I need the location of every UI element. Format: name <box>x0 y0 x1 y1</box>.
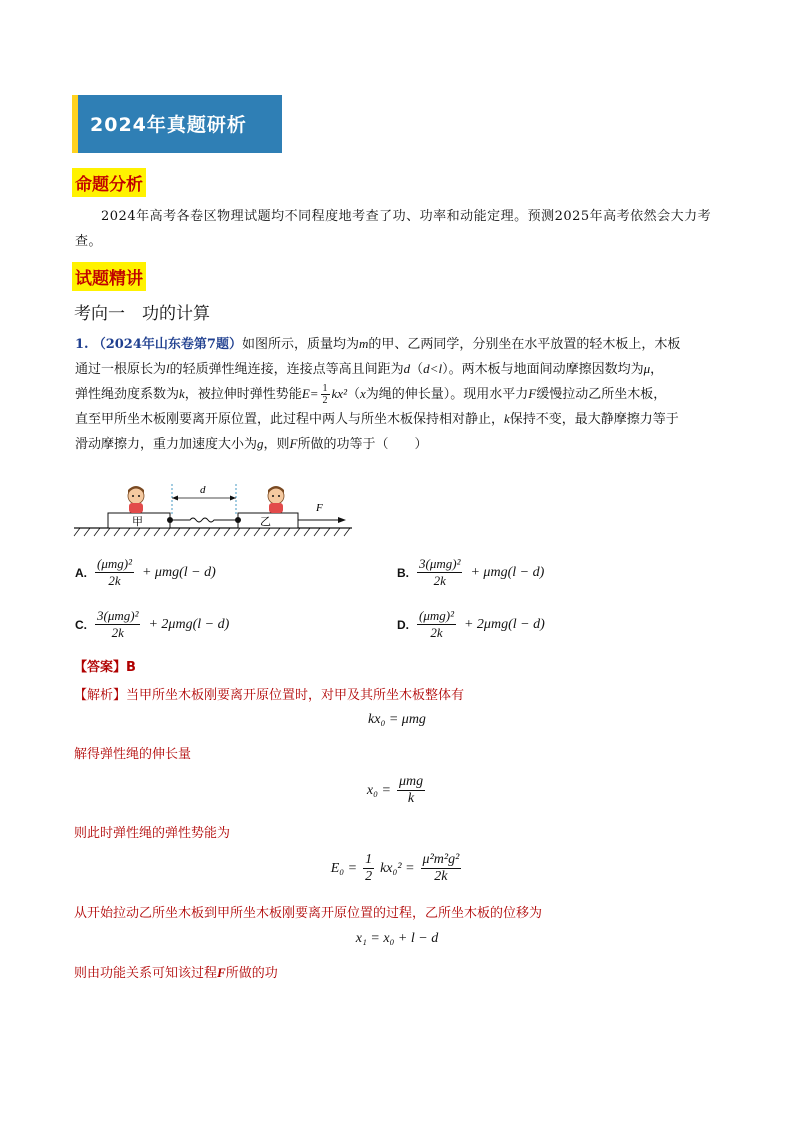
question-line-4 <box>75 407 730 432</box>
fraction-numerator: (μmg)² <box>419 608 454 623</box>
condition-d-less-l: d<l <box>423 361 443 376</box>
fraction-denominator: k <box>407 791 415 806</box>
equation-middle: kx₀² = <box>380 860 415 876</box>
fraction-denominator: 2k <box>430 625 443 640</box>
option-fraction <box>95 608 140 641</box>
energy-symbol: E= <box>301 386 319 401</box>
analysis-paragraph: 2024年高考各卷区物理试题均不同程度地考查了功、功率和动能定理。预测2025年高考依然会大力考查。 <box>75 209 712 249</box>
question-line-1 <box>75 332 730 357</box>
section-title: 考向一 功的计算 <box>74 304 210 324</box>
fraction-numerator: (μmg)² <box>97 556 132 571</box>
half-fraction <box>363 852 374 885</box>
ground-hatching <box>74 528 350 536</box>
variable-mu: μ <box>643 361 651 376</box>
option-letter: D. <box>397 617 409 632</box>
fraction-denominator: 2k <box>434 869 448 884</box>
question-text-segment: 通过一根原长为 <box>75 362 167 377</box>
question-text-segment: ，则 <box>263 437 290 452</box>
student-yi-illustration <box>268 486 284 513</box>
fraction-numerator: 1 <box>365 852 373 867</box>
d-label: d <box>200 484 206 496</box>
force-arrowhead <box>338 517 346 523</box>
option-fraction <box>417 556 462 589</box>
solution-line-5 <box>74 962 278 981</box>
question-text-segment: 的轻质弹性绳连接，连接点等高且间距为 <box>169 362 404 377</box>
right-board-label: 乙 <box>260 515 271 528</box>
section-banner <box>72 95 282 153</box>
variable-m: m <box>358 336 369 351</box>
option-expression: + μmg(l − d) <box>470 564 545 580</box>
option-b[interactable] <box>397 556 544 589</box>
variable-F: F <box>289 436 298 451</box>
equation-lhs: E₀ = <box>330 860 358 876</box>
question-text-segment: （ <box>410 362 424 377</box>
question-text-segment: 滑动摩擦力，重力加速度大小为 <box>75 437 258 452</box>
question-text <box>75 332 730 457</box>
option-letter: C. <box>75 617 87 632</box>
solution-line-3: 则此时弹性绳的弹性势能为 <box>74 826 231 841</box>
question-text-segment: ，被拉伸时弹性势能 <box>184 387 302 402</box>
variable-k: k <box>504 411 510 426</box>
force-label: F <box>316 502 323 514</box>
fraction-numerator: μmg <box>398 774 424 789</box>
fraction-numerator: 3(μmg)² <box>97 608 139 623</box>
option-expression: + 2μmg(l − d) <box>148 616 230 632</box>
solution-text-segment: 则由功能关系可知该过程 <box>74 966 218 981</box>
elastic-rope <box>170 518 238 522</box>
kx-squared: kx² <box>331 386 347 401</box>
analysis-tag: 命题分析 <box>72 168 146 197</box>
d-arrow-right <box>230 496 236 501</box>
equation-2 <box>0 774 794 807</box>
lecture-tag: 试题精讲 <box>72 262 146 291</box>
answer-line: 【答案】B <box>74 660 136 675</box>
d-arrow-left <box>172 496 178 501</box>
option-letter: A. <box>75 565 87 580</box>
question-text-segment: ）。两木板与地面间动摩擦因数均为 <box>442 362 644 377</box>
banner-title: 2024年真题研析 <box>90 114 247 136</box>
option-a[interactable] <box>75 556 216 589</box>
solution-line-2: 解得弹性绳的伸长量 <box>74 747 192 762</box>
question-text-segment: 保持不变，最大静摩擦力等于 <box>509 412 679 427</box>
variable-k: k <box>179 386 185 401</box>
option-d[interactable] <box>397 608 545 641</box>
variable-l: l <box>166 361 170 376</box>
question-text-segment: ， <box>650 362 664 377</box>
variable-F: F <box>528 386 537 401</box>
question-text-segment: 直至甲所坐木板刚要离开原位置，此过程中两人与所坐木板保持相对静止， <box>75 412 505 427</box>
question-line-3 <box>75 382 730 407</box>
variable-d: d <box>403 361 411 376</box>
fraction-numerator: 3(μmg)² <box>419 556 461 571</box>
equation-3 <box>0 852 794 885</box>
fraction-denominator: 2k <box>108 573 121 588</box>
equation-lhs: x₀ = <box>366 782 391 798</box>
question-line-5 <box>75 432 730 457</box>
fraction-numerator: μ²m²g² <box>422 852 460 867</box>
variable-F: F <box>217 965 226 980</box>
fraction-denominator: 2k <box>111 625 124 640</box>
diagram-figure <box>72 478 362 548</box>
variable-g: g <box>257 436 264 451</box>
question-text-segment: 缓慢拉动乙所坐木板， <box>536 387 667 402</box>
equation-4: x₁ = x₀ + l − d <box>355 931 439 946</box>
option-expression: + μmg(l − d) <box>141 564 216 580</box>
equation-1: kx₀ = μmg <box>368 712 426 727</box>
solution-line-4: 从开始拉动乙所坐木板到甲所坐木板刚要离开原位置的过程，乙所坐木板的位移为 <box>74 906 543 921</box>
solution-text-segment: 所做的功 <box>225 966 278 981</box>
option-expression: + 2μmg(l − d) <box>463 616 545 632</box>
question-text-segment: 如图所示，质量均为 <box>241 337 359 352</box>
option-c[interactable] <box>75 608 229 641</box>
question-text-segment: 为绳的伸长量）。现用水平力 <box>365 387 529 402</box>
option-fraction <box>95 556 134 589</box>
question-text-segment: 所做的功等于（ ） <box>297 437 428 452</box>
fraction-denominator: 2k <box>433 573 446 588</box>
question-number: 1. <box>75 337 89 352</box>
fraction-denominator: 2 <box>365 869 373 884</box>
variable-x: x <box>359 386 366 401</box>
solution-line-1: 【解析】当甲所坐木板刚要离开原位置时，对甲及其所坐木板整体有 <box>74 688 465 703</box>
option-fraction <box>417 608 456 641</box>
question-line-2 <box>75 357 730 382</box>
question-text-segment: 弹性绳劲度系数为 <box>75 387 180 402</box>
equation-fraction <box>397 774 425 807</box>
equation-fraction <box>421 852 462 885</box>
option-letter: B. <box>397 565 409 580</box>
question-source: （2024年山东卷第7题） <box>92 337 242 352</box>
question-text-segment: （ <box>346 387 360 402</box>
left-board-label: 甲 <box>132 515 143 528</box>
student-jia-illustration <box>128 486 144 513</box>
half-fraction: $\frac{1}{2}$ <box>322 383 328 406</box>
question-text-segment: 的甲、乙两同学，分别坐在水平放置的轻木板上，木板 <box>368 337 681 352</box>
